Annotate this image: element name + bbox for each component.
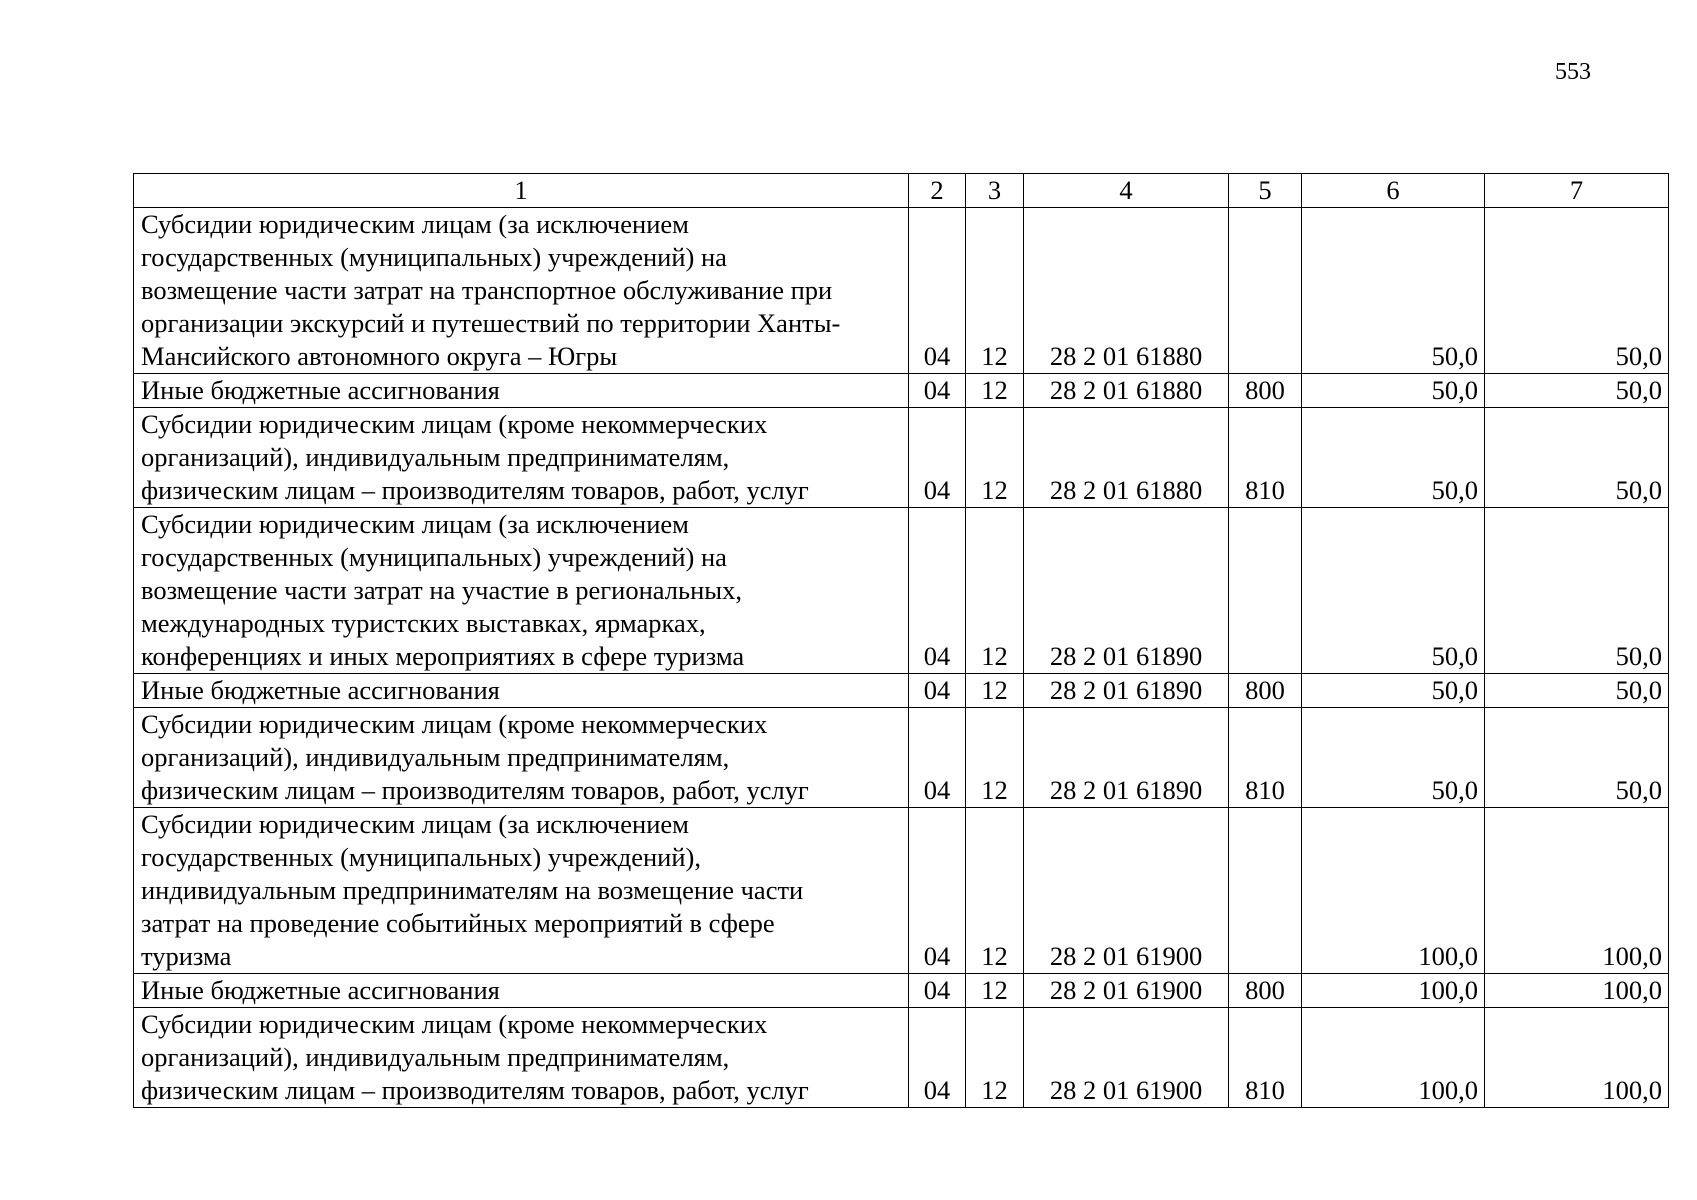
- section-code-cell: 04: [909, 674, 966, 708]
- amount-cell: 100,0: [1302, 808, 1485, 974]
- item-name-line: Субсидии юридическим лицам (за исключением: [141, 809, 689, 839]
- expense-type-cell: [1229, 208, 1302, 374]
- header-cell: 3: [966, 174, 1024, 208]
- amount-cell: 100,0: [1302, 974, 1485, 1008]
- amount-cell: 100,0: [1485, 974, 1669, 1008]
- amount-cell: 50,0: [1302, 208, 1485, 374]
- table-header-row: [134, 174, 1669, 208]
- item-name-cell: [134, 208, 909, 374]
- item-name-cell: [134, 808, 909, 974]
- expense-type-cell: 810: [1229, 408, 1302, 508]
- subsection-code-cell: 12: [966, 374, 1024, 408]
- section-code-cell: 04: [909, 374, 966, 408]
- target-article-cell: 28 2 01 61900: [1024, 1008, 1229, 1108]
- budget-table: [133, 173, 1669, 1108]
- item-name-line: Иные бюджетные ассигнования: [141, 375, 500, 405]
- subsection-code-cell: 12: [966, 708, 1024, 808]
- expense-type-cell: 800: [1229, 674, 1302, 708]
- section-code-cell: 04: [909, 408, 966, 508]
- target-article-cell: 28 2 01 61890: [1024, 708, 1229, 808]
- table-row: [134, 208, 1669, 374]
- header-cell: 7: [1485, 174, 1669, 208]
- expense-type-cell: 800: [1229, 374, 1302, 408]
- item-name-line: возмещение части затрат на участие в региональных,: [141, 575, 742, 605]
- table-row: [134, 974, 1669, 1008]
- table-row: [134, 708, 1669, 808]
- amount-cell: 50,0: [1302, 408, 1485, 508]
- section-code-cell: 04: [909, 208, 966, 374]
- section-code-cell: 04: [909, 708, 966, 808]
- item-name-cell: [134, 974, 909, 1008]
- item-name-line: туризма: [141, 941, 232, 971]
- section-code-cell: 04: [909, 974, 966, 1008]
- subsection-code-cell: 12: [966, 808, 1024, 974]
- table-row: [134, 374, 1669, 408]
- subsection-code-cell: 12: [966, 974, 1024, 1008]
- item-name-line: физическим лицам – производителям товаров, работ, услуг: [141, 475, 809, 505]
- subsection-code-cell: 12: [966, 408, 1024, 508]
- header-cell: 5: [1229, 174, 1302, 208]
- item-name-line: государственных (муниципальных) учреждений) на: [141, 242, 727, 272]
- expense-type-cell: 810: [1229, 708, 1302, 808]
- item-name-line: организаций), индивидуальным предпринимателям,: [141, 742, 730, 772]
- amount-cell: 100,0: [1302, 1008, 1485, 1108]
- item-name-line: Мансийского автономного округа – Югры: [141, 341, 618, 371]
- item-name-line: возмещение части затрат на транспортное обслуживание при: [141, 275, 833, 305]
- amount-cell: 50,0: [1485, 508, 1669, 674]
- section-code-cell: 04: [909, 1008, 966, 1108]
- item-name-line: Субсидии юридическим лицам (кроме некоммерческих: [141, 409, 768, 439]
- item-name-line: Субсидии юридическим лицам (кроме некоммерческих: [141, 1009, 768, 1039]
- table-row: [134, 808, 1669, 974]
- item-name-cell: [134, 708, 909, 808]
- table-row: [134, 508, 1669, 674]
- amount-cell: 50,0: [1485, 408, 1669, 508]
- header-cell: 2: [909, 174, 966, 208]
- item-name-line: Иные бюджетные ассигнования: [141, 975, 500, 1005]
- item-name-line: государственных (муниципальных) учреждений),: [141, 842, 701, 872]
- page-number: 553: [1555, 59, 1591, 85]
- subsection-code-cell: 12: [966, 1008, 1024, 1108]
- item-name-line: организаций), индивидуальным предпринимателям,: [141, 442, 730, 472]
- section-code-cell: 04: [909, 508, 966, 674]
- subsection-code-cell: 12: [966, 508, 1024, 674]
- item-name-line: Иные бюджетные ассигнования: [141, 675, 500, 705]
- amount-cell: 50,0: [1485, 708, 1669, 808]
- item-name-line: затрат на проведение событийных мероприятий в сфере: [141, 908, 775, 938]
- section-code-cell: 04: [909, 808, 966, 974]
- item-name-cell: [134, 674, 909, 708]
- table-row: [134, 674, 1669, 708]
- item-name-line: государственных (муниципальных) учреждений) на: [141, 542, 727, 572]
- item-name-cell: [134, 1008, 909, 1108]
- item-name-line: индивидуальным предпринимателям на возмещение части: [141, 875, 804, 905]
- amount-cell: 50,0: [1485, 208, 1669, 374]
- item-name-line: Субсидии юридическим лицам (за исключением: [141, 209, 689, 239]
- target-article-cell: 28 2 01 61890: [1024, 508, 1229, 674]
- target-article-cell: 28 2 01 61880: [1024, 208, 1229, 374]
- header-cell: 6: [1302, 174, 1485, 208]
- expense-type-cell: 800: [1229, 974, 1302, 1008]
- header-cell: 1: [134, 174, 909, 208]
- subsection-code-cell: 12: [966, 674, 1024, 708]
- amount-cell: 50,0: [1485, 674, 1669, 708]
- amount-cell: 50,0: [1302, 508, 1485, 674]
- item-name-line: физическим лицам – производителям товаров, работ, услуг: [141, 775, 809, 805]
- expense-type-cell: 810: [1229, 1008, 1302, 1108]
- target-article-cell: 28 2 01 61900: [1024, 808, 1229, 974]
- item-name-line: конференциях и иных мероприятиях в сфере туризма: [141, 641, 745, 671]
- table-row: [134, 1008, 1669, 1108]
- item-name-line: физическим лицам – производителям товаров, работ, услуг: [141, 1075, 809, 1105]
- amount-cell: 50,0: [1302, 674, 1485, 708]
- item-name-line: организации экскурсий и путешествий по территории Ханты-: [141, 308, 841, 338]
- item-name-line: международных туристских выставках, ярмарках,: [141, 608, 706, 638]
- amount-cell: 100,0: [1485, 1008, 1669, 1108]
- target-article-cell: 28 2 01 61900: [1024, 974, 1229, 1008]
- amount-cell: 100,0: [1485, 808, 1669, 974]
- item-name-cell: [134, 508, 909, 674]
- item-name-line: Субсидии юридическим лицам (кроме некоммерческих: [141, 709, 768, 739]
- amount-cell: 50,0: [1485, 374, 1669, 408]
- amount-cell: 50,0: [1302, 708, 1485, 808]
- amount-cell: 50,0: [1302, 374, 1485, 408]
- item-name-cell: [134, 408, 909, 508]
- target-article-cell: 28 2 01 61880: [1024, 374, 1229, 408]
- item-name-line: Субсидии юридическим лицам (за исключением: [141, 509, 689, 539]
- target-article-cell: 28 2 01 61890: [1024, 674, 1229, 708]
- item-name-line: организаций), индивидуальным предпринимателям,: [141, 1042, 730, 1072]
- target-article-cell: 28 2 01 61880: [1024, 408, 1229, 508]
- table-row: [134, 408, 1669, 508]
- subsection-code-cell: 12: [966, 208, 1024, 374]
- expense-type-cell: [1229, 808, 1302, 974]
- header-cell: 4: [1024, 174, 1229, 208]
- expense-type-cell: [1229, 508, 1302, 674]
- item-name-cell: [134, 374, 909, 408]
